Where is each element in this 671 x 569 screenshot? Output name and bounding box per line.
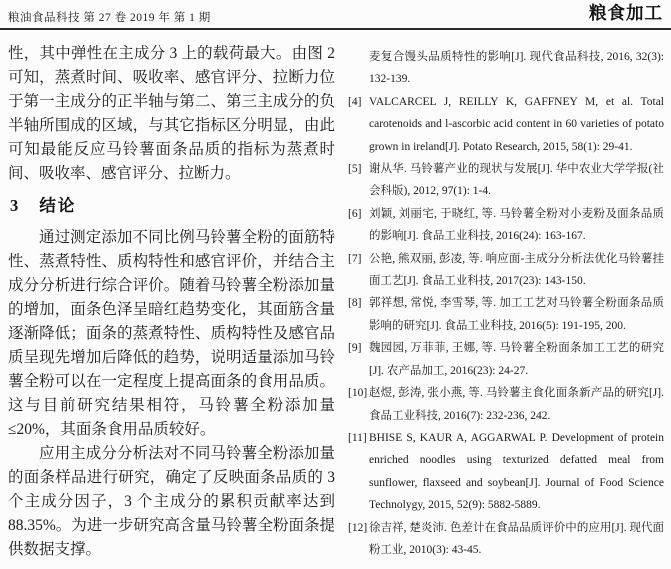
reference-marker: [11] <box>348 431 367 444</box>
heading-number: 3 <box>10 196 19 215</box>
reference-item-7 <box>348 248 664 293</box>
reference-text: 刘颖, 刘丽宅, 于晓红, 等. 马铃薯全粉对小麦粉及面条品质的影响[J]. 食品工业科技, 2016(24): 163-167. <box>369 207 664 243</box>
page-header <box>0 0 671 30</box>
reference-item-8 <box>348 292 664 337</box>
paragraph-continued: 性，其中弹性在主成分 3 上的载荷最大。由图 2 可知，蒸煮时间、吸收率、感官评分、拉断力位于第一主成分的正半轴与第二、第三主成分的负半轴所围成的区域，与其它指标区分明显，由此可知最能反应马铃薯面条品质的指标为蒸煮时间、吸收率、感官评分、拉断力。 <box>8 45 335 182</box>
reference-item-12 <box>348 517 664 562</box>
reference-text: 麦复合馒头品质特性的影响[J]. 现代食品科技, 2016, 32(3): 132-139. <box>369 51 664 86</box>
reference-item-11 <box>348 427 664 517</box>
reference-item-10 <box>348 382 664 427</box>
journal-issue-info: 粮油食品科技 第 27 卷 2019 年 第 1 期 <box>8 12 211 24</box>
reference-text: 公艳, 熊双丽, 彭凌, 等. 响应面-主成分分析法优化马铃薯挂面工艺[J]. 食品工业科技, 2017(23): 143-150. <box>369 252 664 288</box>
reference-item-5 <box>348 158 664 203</box>
reference-text: 谢从华. 马铃薯产业的现状与发展[J]. 华中农业大学学报(社会科版), 2012, 97(1): 1-4. <box>369 163 664 198</box>
two-column-body <box>0 30 671 562</box>
references-column <box>348 30 664 562</box>
conclusion-paragraph-1: 通过测定添加不同比例马铃薯全粉的面筋特性、蒸煮特性、质构特性和感官评价，并结合主成分分析进行综合评价。随着马铃薯全粉添加量的增加，面条色泽呈暗红趋势变化，其面筋含量逐渐降低；面条的蒸煮特性、质构特性及感官品质呈现先增加后降低的趋势，说明适量添加马铃薯全粉可以在一定程度上提高面条的食用品质。这与目前研究结果相符，马铃薯全粉添加量≤20%，其面条食用品质较好。 <box>8 229 335 438</box>
reference-marker: [5] <box>348 163 362 176</box>
reference-marker: [4] <box>348 95 362 108</box>
reference-marker: [12] <box>348 521 368 534</box>
body-column <box>8 30 335 562</box>
reference-item-3-continued <box>348 46 664 91</box>
conclusion-paragraph-2: 应用主成分分析法对不同马铃薯全粉添加量的面条样品进行研究，确定了反映面条品质的 3 个主成分因子，3 个主成分的累积贡献率达到 88.35%。为进一步研究高含量马铃薯全粉面条提供数据支撑。 <box>8 445 335 558</box>
section-heading <box>10 195 335 217</box>
reference-text: VALCARCEL J, REILLY K, GAFFNEY M, et al. Total carotenoids and l-ascorbic acid content in 60 varieties of potato grown in ireland[J]. Potato Research, 2015, 58(1): 29-41. <box>369 95 664 153</box>
reference-marker: [9] <box>348 342 362 355</box>
reference-text: 徐吉祥, 楚炎沛. 色差计在食品品质评价中的应用[J]. 现代面粉工业, 2010(3): 43-45. <box>369 521 664 556</box>
reference-marker: [10] <box>348 387 368 400</box>
heading-title: 结论 <box>39 197 77 215</box>
reference-item-9 <box>348 337 664 382</box>
reference-item-6 <box>348 203 664 248</box>
reference-text: 郭祥想, 常悦, 李雪琴, 等. 加工工艺对马铃薯全粉面条品质影响的研究[J]. 食品工业科技, 2016(5): 191-195, 200. <box>369 297 664 332</box>
reference-text: 魏园园, 万菲菲, 王娜, 等. 马铃薯全粉面条加工工艺的研究[J]. 农产品加工, 2016(23): 24-27. <box>369 342 664 377</box>
reference-item-4 <box>348 91 664 158</box>
reference-text: BHISE S, KAUR A, AGGARWAL P. Development of protein enriched noodles using texturized defatted meal from sunflower, flaxseed and soybean[J]. Journal of Food Science Technolygy, 2015, 52(9): 5882-5889. <box>369 431 664 512</box>
reference-marker: [6] <box>348 207 362 220</box>
reference-marker: [8] <box>348 297 362 310</box>
reference-marker: [7] <box>348 252 362 265</box>
reference-text: 赵煜, 彭涛, 张小燕, 等. 马铃薯主食化面条新产品的研究[J]. 食品工业科技, 2016(7): 232-236, 242. <box>369 387 664 422</box>
section-label: 粮食加工 <box>589 3 663 23</box>
